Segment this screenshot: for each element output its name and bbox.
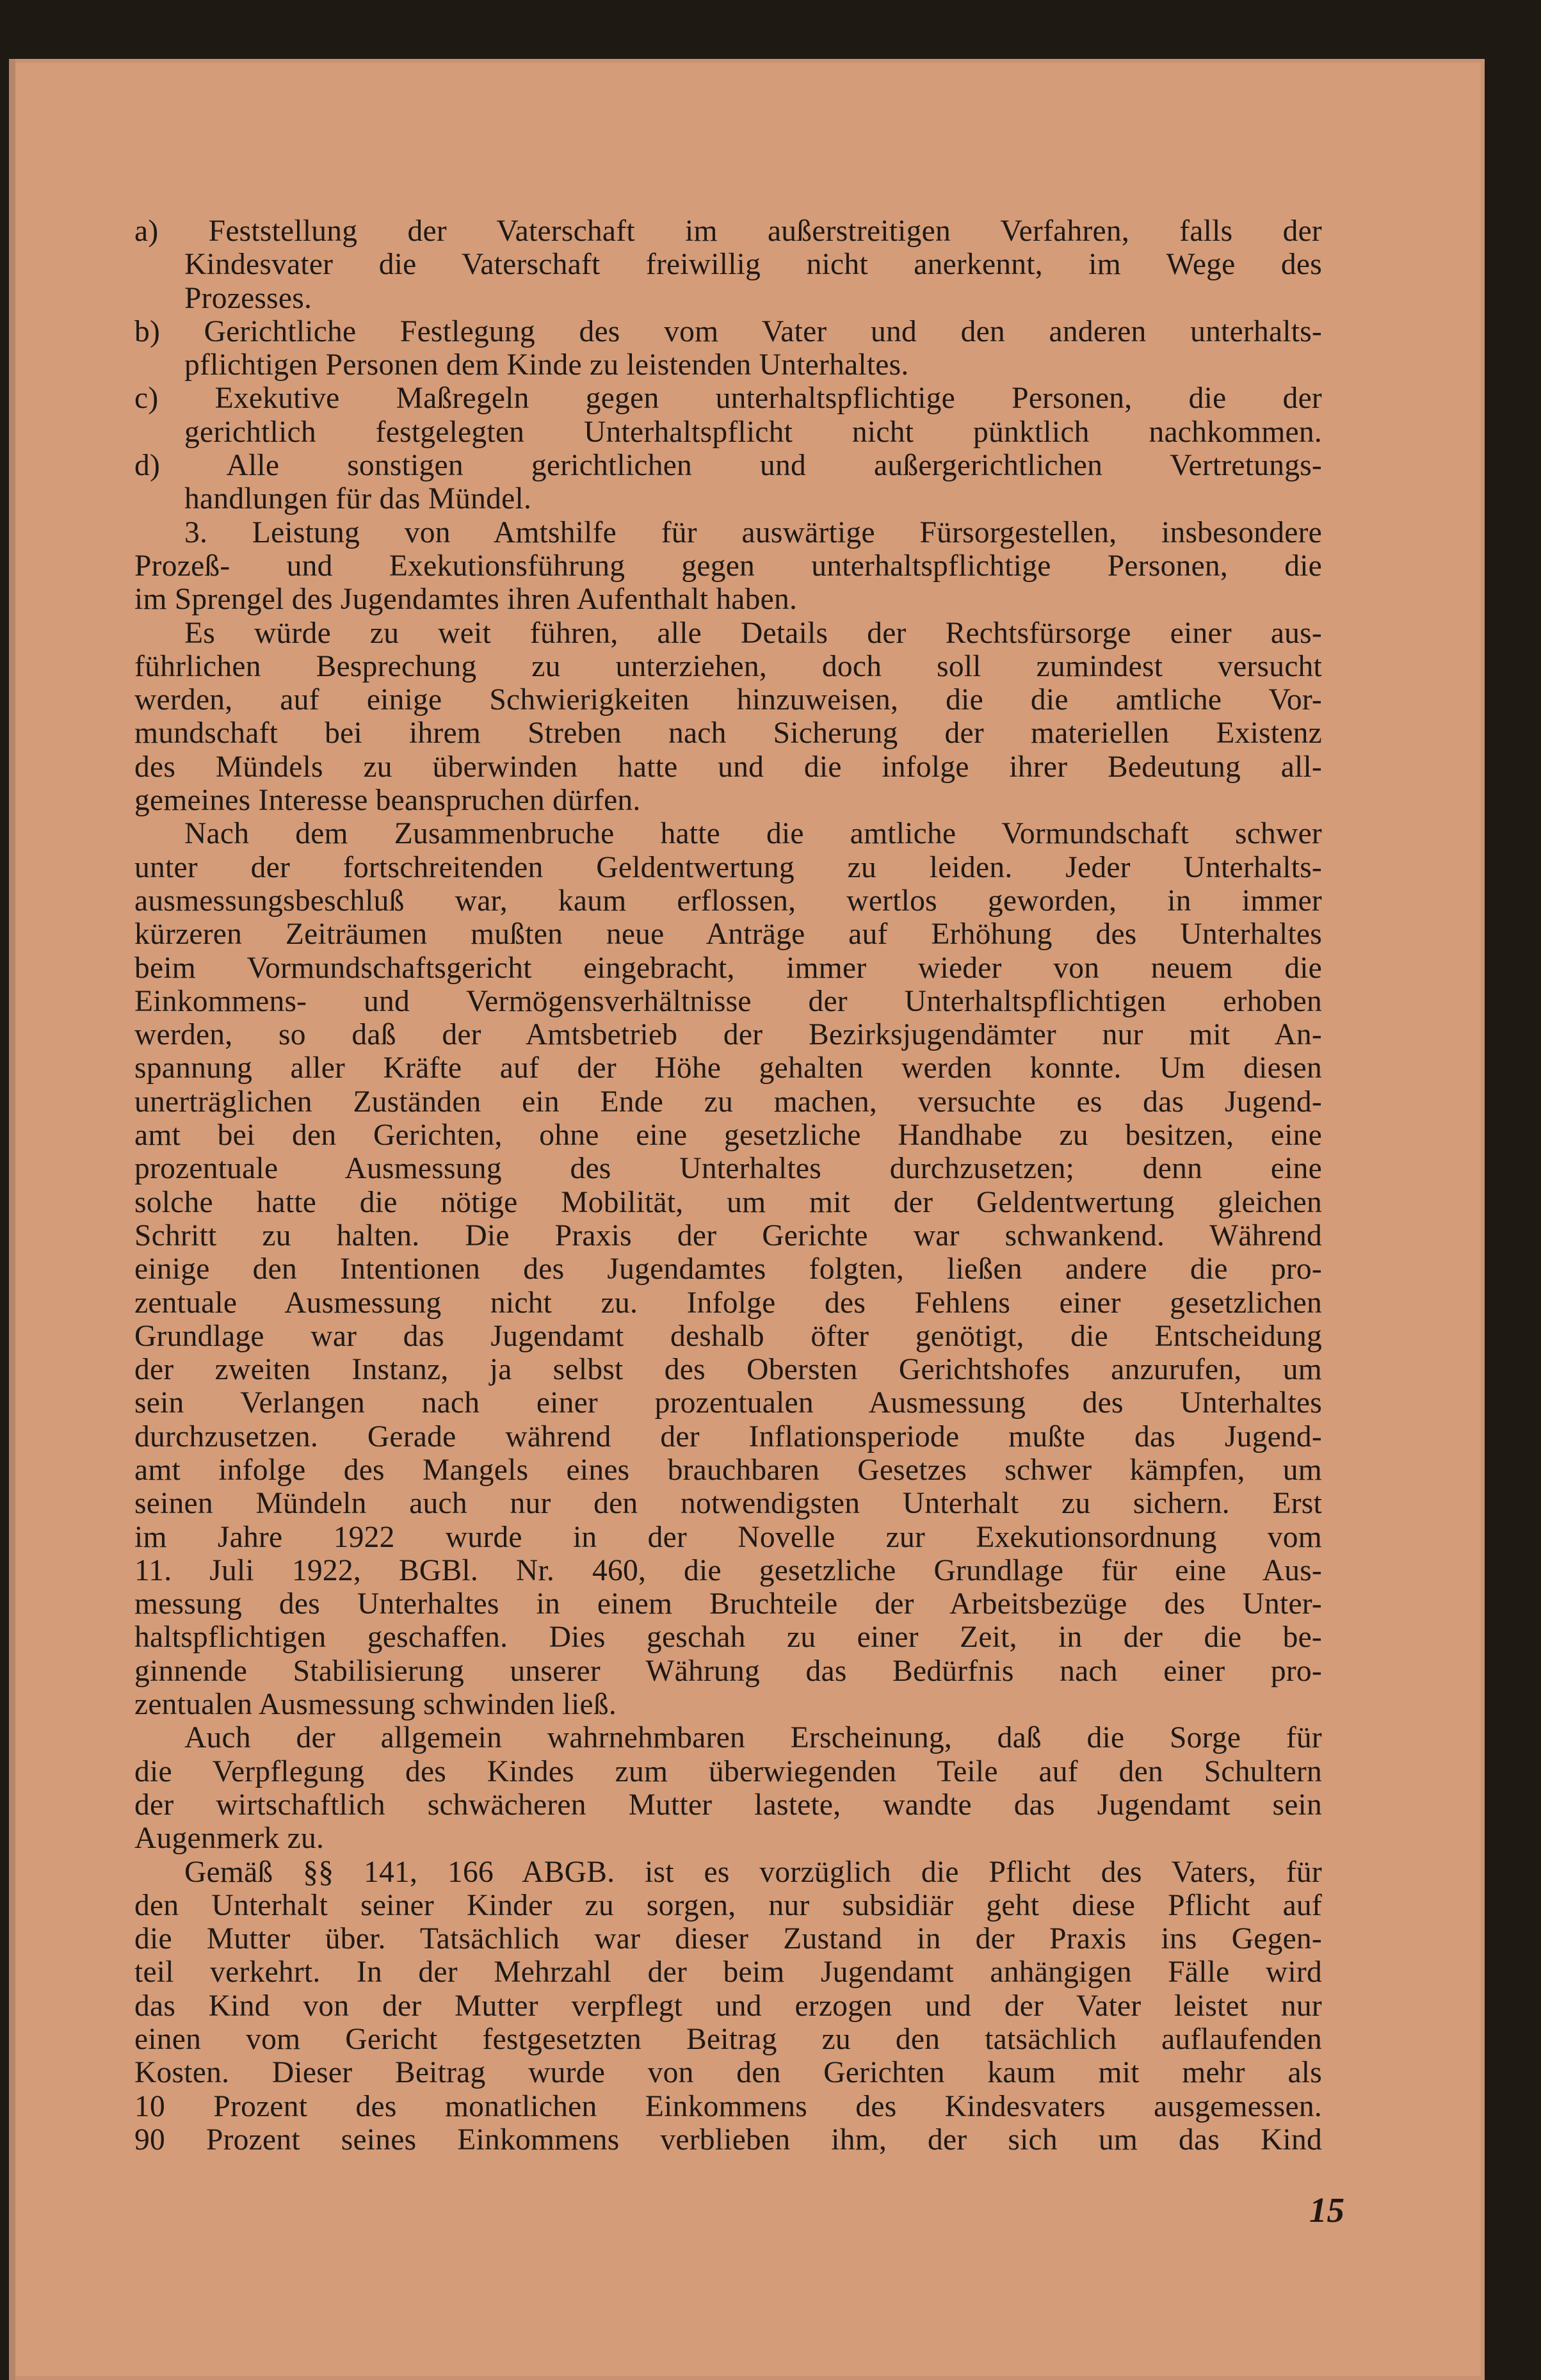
text-line: 90 Prozent seines Einkommens verblieben ihm, der sich um das Kind	[134, 2123, 1322, 2157]
text-line: im Jahre 1922 wurde in der Novelle zur Exekutionsordnung vom	[134, 1520, 1322, 1554]
text-line: einige den Intentionen des Jugendamtes folgten, ließen andere die pro-	[134, 1252, 1322, 1286]
text-line: Prozesses.	[184, 281, 312, 315]
page-text	[134, 215, 1322, 2157]
text-line: ausmessungsbeschluß war, kaum erflossen, wertlos geworden, in immer	[134, 884, 1322, 918]
text-line: unerträglichen Zuständen ein Ende zu machen, versuchte es das Jugend-	[134, 1085, 1322, 1119]
text-line: amt bei den Gerichten, ohne eine gesetzliche Handhabe zu besitzen, eine	[134, 1119, 1322, 1153]
text-line: unter der fortschreitenden Geldentwertung zu leiden. Jeder Unterhalts-	[134, 850, 1322, 884]
text-line: den Unterhalt seiner Kinder zu sorgen, nur subsidiär geht diese Pflicht auf	[134, 1888, 1322, 1922]
text-line: das Kind von der Mutter verpflegt und erzogen und der Vater leistet nur	[134, 1989, 1322, 2023]
text-line: 10 Prozent des monatlichen Einkommens des Kindesvaters ausgemessen.	[134, 2089, 1322, 2123]
text-line: teil verkehrt. In der Mehrzahl der beim Jugendamt anhängigen Fälle wird	[134, 1955, 1322, 1989]
text-line: Augenmerk zu.	[134, 1822, 325, 1856]
text-line: Gemäß §§ 141, 166 ABGB. ist es vorzüglich die Pflicht des Vaters, für	[184, 1855, 1322, 1889]
text-line: sein Verlangen nach einer prozentualen Ausmessung des Unterhaltes	[134, 1386, 1322, 1420]
text-line: amt infolge des Mangels eines brauchbaren Gesetzes schwer kämpfen, um	[134, 1453, 1322, 1487]
text-line: werden, so daß der Amtsbetrieb der Bezirksjugendämter nur mit An-	[134, 1018, 1322, 1052]
text-line: gemeines Interesse beanspruchen dürfen.	[134, 784, 641, 818]
text-line: durchzusetzen. Gerade während der Inflationsperiode mußte das Jugend-	[134, 1420, 1322, 1453]
text-line: führlichen Besprechung zu unterziehen, doch soll zumindest versucht	[134, 649, 1322, 683]
text-line: haltspflichtigen geschaffen. Dies geschah zu einer Zeit, in der die be-	[134, 1621, 1322, 1655]
text-line: pflichtigen Personen dem Kinde zu leistenden Unterhaltes.	[184, 348, 909, 382]
text-line: im Sprengel des Jugendamtes ihren Aufenthalt haben.	[134, 583, 798, 617]
text-line: Prozeß- und Exekutionsführung gegen unterhaltspflichtige Personen, die	[134, 549, 1322, 583]
text-line: Auch der allgemein wahrnehmbaren Erscheinung, daß die Sorge für	[184, 1721, 1322, 1755]
text-line: seinen Mündeln auch nur den notwendigsten Unterhalt zu sichern. Erst	[134, 1487, 1322, 1521]
text-line: Kosten. Dieser Beitrag wurde von den Gerichten kaum mit mehr als	[134, 2056, 1322, 2090]
text-line: Grundlage war das Jugendamt deshalb öfter genötigt, die Entscheidung	[134, 1319, 1322, 1353]
text-line: Einkommens- und Vermögensverhältnisse der Unterhaltspflichtigen erhoben	[134, 984, 1322, 1018]
text-line: 11. Juli 1922, BGBl. Nr. 460, die gesetzliche Grundlage für eine Aus-	[134, 1553, 1322, 1587]
text-line: mundschaft bei ihrem Streben nach Sicherung der materiellen Existenz	[134, 716, 1322, 750]
text-line: beim Vormundschaftsgericht eingebracht, immer wieder von neuem die	[134, 951, 1322, 985]
text-line: solche hatte die nötige Mobilität, um mit der Geldentwertung gleichen	[134, 1185, 1322, 1219]
text-line: werden, auf einige Schwierigkeiten hinzuweisen, die die amtliche Vor-	[134, 683, 1322, 717]
text-line: c) Exekutive Maßregeln gegen unterhaltspflichtige Personen, die der	[134, 382, 1322, 416]
text-line: der zweiten Instanz, ja selbst des Obersten Gerichtshofes anzurufen, um	[134, 1353, 1322, 1387]
text-line: messung des Unterhaltes in einem Bruchteile der Arbeitsbezüge des Unter-	[134, 1587, 1322, 1621]
text-line: a) Feststellung der Vaterschaft im außerstreitigen Verfahren, falls der	[134, 215, 1322, 248]
text-line: d) Alle sonstigen gerichtlichen und außergerichtlichen Vertretungs-	[134, 449, 1322, 483]
text-line: des Mündels zu überwinden hatte und die infolge ihrer Bedeutung all-	[134, 750, 1322, 784]
text-line: Es würde zu weit führen, alle Details der Rechtsfürsorge einer aus-	[184, 616, 1322, 650]
page-number: 15	[1309, 2190, 1344, 2230]
text-line: Kindesvater die Vaterschaft freiwillig nicht anerkennt, im Wege des	[184, 248, 1322, 282]
text-line: spannung aller Kräfte auf der Höhe gehalten werden konnte. Um diesen	[134, 1051, 1322, 1085]
page-edge	[9, 59, 15, 2380]
text-line: kürzeren Zeiträumen mußten neue Anträge auf Erhöhung des Unterhaltes	[134, 918, 1322, 951]
text-line: prozentuale Ausmessung des Unterhaltes durchzusetzen; denn eine	[134, 1152, 1322, 1186]
text-line: b) Gerichtliche Festlegung des vom Vater und den anderen unterhalts-	[134, 314, 1322, 348]
text-line: gerichtlich festgelegten Unterhaltspflicht nicht pünktlich nachkommen.	[184, 415, 1322, 449]
text-line: einen vom Gericht festgesetzten Beitrag zu den tatsächlich auflaufenden	[134, 2023, 1322, 2057]
text-line: zentuale Ausmessung nicht zu. Infolge des Fehlens einer gesetzlichen	[134, 1286, 1322, 1320]
text-line: Schritt zu halten. Die Praxis der Gerichte war schwankend. Während	[134, 1218, 1322, 1252]
text-line: ginnende Stabilisierung unserer Währung das Bedürfnis nach einer pro-	[134, 1654, 1322, 1688]
text-line: Nach dem Zusammenbruche hatte die amtliche Vormundschaft schwer	[184, 817, 1322, 851]
text-line: handlungen für das Mündel.	[184, 482, 532, 516]
text-line: die Mutter über. Tatsächlich war dieser Zustand in der Praxis ins Gegen-	[134, 1922, 1322, 1956]
text-line: der wirtschaftlich schwächeren Mutter lastete, wandte das Jugendamt sein	[134, 1788, 1322, 1822]
text-line: 3. Leistung von Amtshilfe für auswärtige Fürsorgestellen, insbesondere	[184, 515, 1322, 549]
text-line: zentualen Ausmessung schwinden ließ.	[134, 1688, 617, 1722]
text-line: die Verpflegung des Kindes zum überwiegenden Teile auf den Schultern	[134, 1754, 1322, 1788]
